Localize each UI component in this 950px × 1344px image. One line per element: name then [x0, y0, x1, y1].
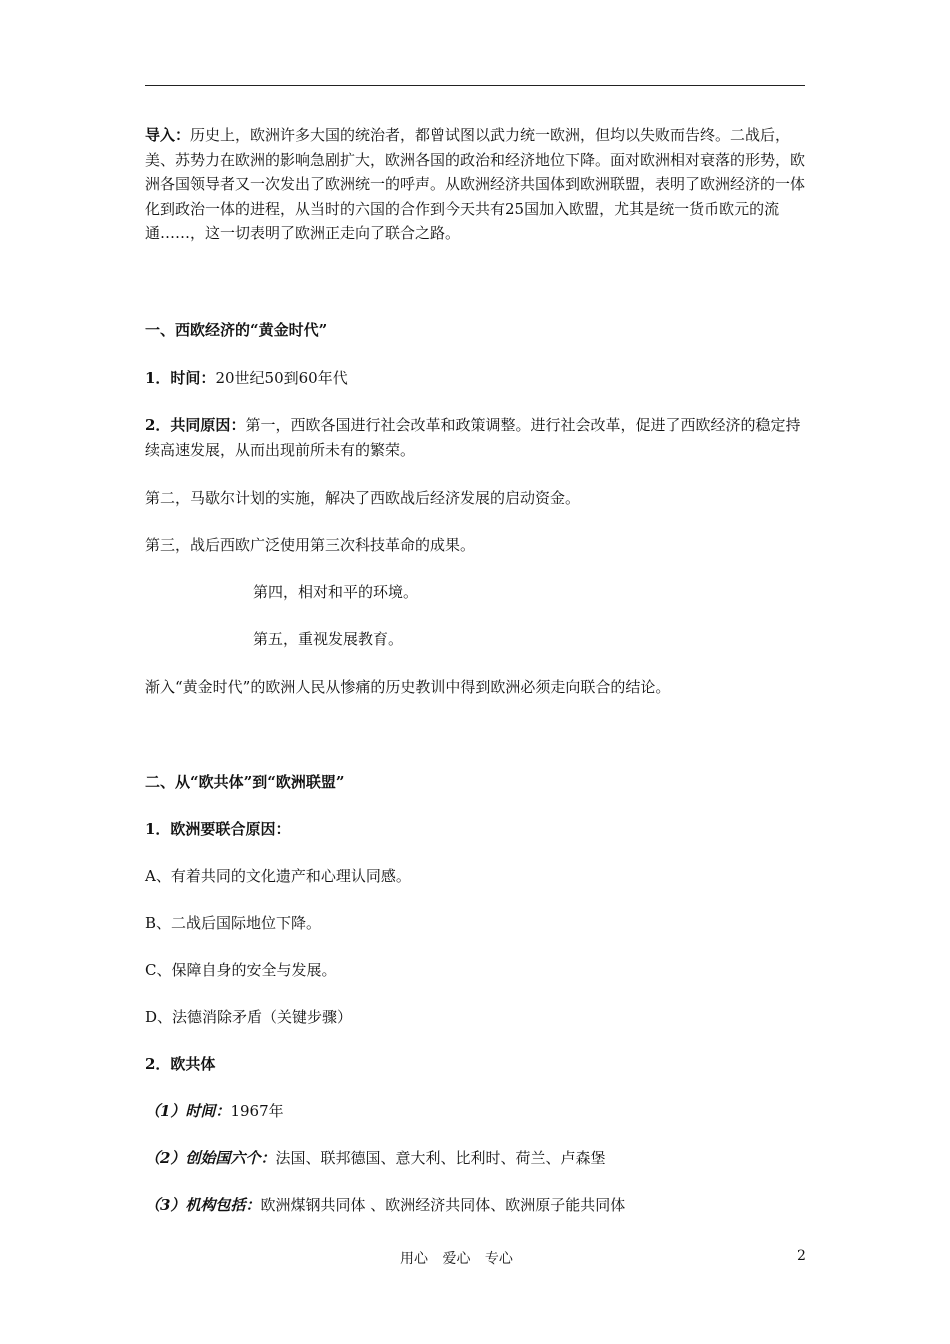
ec-founders-value: 法国、联邦德国、意大利、比利时、荷兰、卢森堡 [275, 1149, 606, 1167]
section1-reason5: 第五，重视发展教育。 [253, 630, 404, 648]
ec-founders-label: （2）创始国六个： [145, 1149, 276, 1167]
section1-reason2: 第二，马歇尔计划的实施，解决了西欧战后经济发展的启动资金。 [145, 489, 581, 507]
list-item: B、二战后国际地位下降。 [145, 914, 322, 932]
list-item: C、保障自身的安全与发展。 [145, 961, 337, 979]
intro-text: 历史上，欧洲许多大国的统治者，都曾试图以武力统一欧洲，但均以失败而告终。二战后，美、苏势力在欧洲的影响急剧扩大，欧洲各国的政治和经济地位下降。面对欧洲相对衰落的形势，欧洲各国领导者又一次发出了欧洲统一的呼声。从欧洲经济共国体到欧洲联盟，表明了欧洲经济的一体化到政治一体的进程，从当时的六国的合作到今天共有25国加入欧盟，尤其是统一货币欧元的流通……，这一切表明了欧洲正走向了联合之路。 [145, 126, 806, 242]
section1-reasons-paragraph [145, 413, 805, 462]
intro-label: 导入： [145, 126, 191, 144]
ec-time [145, 1099, 805, 1123]
section1-reasons-label: 2．共同原因： [145, 416, 246, 434]
section2-ec-heading: 2．欧共体 [145, 1055, 216, 1073]
section1-time-value: 20世纪50到60年代 [215, 369, 348, 387]
footer-motto: 用心 爱心 专心 [400, 1251, 513, 1267]
list-item: D、法德消除矛盾（关键步骤） [145, 1008, 353, 1026]
ec-orgs-value: 欧洲煤钢共同体 、欧洲经济共同体、欧洲原子能共同体 [260, 1196, 626, 1214]
intro-paragraph [145, 123, 805, 246]
section1-time-label: 1．时间： [145, 369, 216, 387]
section1-conclusion: 渐入“黄金时代”的欧洲人民从惨痛的历史教训中得到欧洲必须走向联合的结论。 [145, 678, 671, 696]
ec-founders [145, 1146, 805, 1170]
section1-time [145, 366, 805, 390]
section2-reasons-heading: 1．欧洲要联合原因： [145, 820, 291, 838]
section1-reason4: 第四，相对和平的环境。 [253, 583, 419, 601]
header-rule [145, 85, 805, 86]
section1-reasons-text: 第一，西欧各国进行社会改革和政策调整。进行社会改革，促进了西欧经济的稳定持续高速发展，从而出现前所未有的繁荣。 [145, 416, 801, 459]
page-number: 2 [797, 1248, 806, 1264]
section2-heading: 二、从“欧共体”到“欧洲联盟” [145, 773, 345, 791]
ec-time-label: （1）时间： [145, 1102, 231, 1120]
ec-orgs [145, 1193, 805, 1217]
section1-reason3: 第三，战后西欧广泛使用第三次科技革命的成果。 [145, 536, 476, 554]
section1-heading: 一、西欧经济的“黄金时代” [145, 321, 328, 339]
ec-time-value: 1967年 [230, 1102, 284, 1120]
list-item: A、有着共同的文化遗产和心理认同感。 [145, 867, 411, 885]
ec-orgs-label: （3）机构包括： [145, 1196, 261, 1214]
